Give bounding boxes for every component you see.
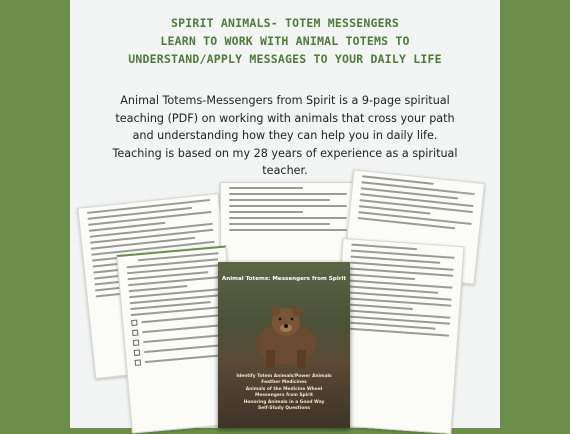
cover-topic-list xyxy=(218,374,350,412)
cover-topic: Feather Medicines xyxy=(261,380,307,386)
pdf-cover xyxy=(218,262,350,428)
bear-illustration xyxy=(248,300,324,370)
cover-topic: Self-Study Questions xyxy=(257,406,311,412)
cover-title: Animal Totems: Messengers from Spirit xyxy=(221,276,347,282)
cover-topic: Messengers from Spirit xyxy=(255,393,313,399)
headline-line-3: UNDERSTAND/APPLY MESSAGES TO YOUR DAILY LIFE xyxy=(128,52,442,66)
cover-topic: Identify Totem Animals/Power Animals xyxy=(236,374,332,379)
headline xyxy=(0,14,570,68)
cover-topic: Animals of the Medicine Wheel xyxy=(245,386,323,392)
headline-line-1: SPIRIT ANIMALS- TOTEM MESSENGERS xyxy=(171,16,399,30)
intro-paragraph: Animal Totems-Messengers from Spirit is a 9-page spiritual teaching (PDF) on working with animals that cross your path and understanding how they can help you in daily life. Teaching is based on my 28 years of experience as a spiritual teacher. xyxy=(112,94,458,177)
cover-topic: Honoring Animals in a Good Way xyxy=(243,399,325,405)
headline-line-2: LEARN TO WORK WITH ANIMAL TOTEMS TO xyxy=(160,34,410,48)
